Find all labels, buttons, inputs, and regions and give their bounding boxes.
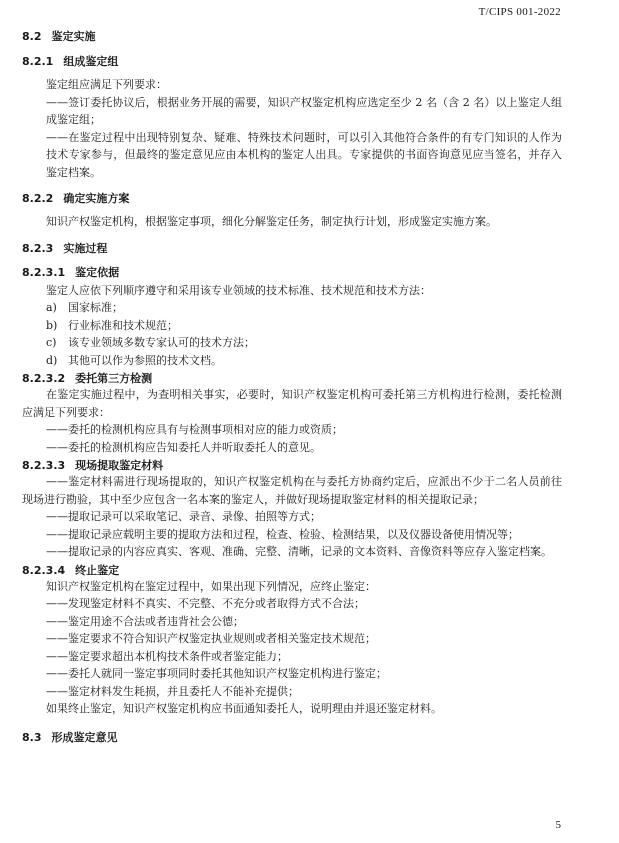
- section-title: 委托第三方检测: [75, 372, 153, 385]
- section-heading-8-2: [22, 29, 562, 44]
- section-number: 8.2.3.4: [22, 563, 66, 577]
- dash-item: ——鉴定材料需进行现场提取的，知识产权鉴定机构在与委托方协商约定后，应派出不少于二名人员前往现场进行勘验，其中至少应包含一名本案的鉴定人，并做好现场提取鉴定材料的相关提取记录；: [22, 475, 562, 506]
- document-id: T/CIPS 001-2022: [478, 6, 561, 18]
- section-title: 鉴定依据: [75, 265, 120, 279]
- dash-item: ——提取记录应载明主要的提取方法和过程，检查、检验、检测结果，以及仪器设备使用情况等；: [46, 527, 519, 541]
- dash-item: ——签订委托协议后，根据业务开展的需要，知识产权鉴定机构应选定至少 2 名（含 2 名）以上鉴定人组成鉴定组；: [46, 95, 562, 126]
- section-number: 8.2: [22, 30, 42, 43]
- paragraph: 鉴定人应依下列顺序遵守和采用该专业领域的技术标准、技术规范和技术方法：: [46, 283, 431, 297]
- section-title: 确定实施方案: [63, 192, 130, 205]
- paragraph: 在鉴定实施过程中，为查明相关事实，必要时，知识产权鉴定机构可委托第三方机构进行检测，委托检测应满足下列要求：: [22, 388, 562, 419]
- list-label: d): [46, 353, 58, 367]
- list-item: [22, 334, 562, 352]
- section-number: 8.2.3: [22, 241, 54, 255]
- section-title: 实施过程: [63, 241, 108, 255]
- list-item: [22, 352, 562, 370]
- dash-item: ——鉴定用途不合法或者违背社会公德；: [46, 614, 244, 628]
- list-text: 国家标准；: [68, 301, 123, 314]
- paragraph: 知识产权鉴定机构在鉴定过程中，如果出现下列情况，应终止鉴定：: [46, 579, 376, 593]
- dash-item: ——委托人就同一鉴定事项同时委托其他知识产权鉴定机构进行鉴定；: [46, 667, 387, 680]
- dash-item: ——鉴定要求超出本机构技术条件或者鉴定能力；: [46, 649, 288, 663]
- paragraph: 知识产权鉴定机构，根据鉴定事项，细化分解鉴定任务，制定执行计划，形成鉴定实施方案。: [46, 215, 497, 228]
- section-title: 终止鉴定: [75, 563, 120, 577]
- dash-item: ——在鉴定过程中出现特别复杂、疑难、特殊技术问题时，可以引入其他符合条件的有专门知识的人作为技术专家参与，但最终的鉴定意见应由本机构的鉴定人出具。专家提供的书面咨询意见应当签名，并存入鉴定档案。: [46, 130, 562, 179]
- list-label: b): [46, 318, 58, 332]
- section-number: 8.3: [22, 730, 42, 744]
- section-title: 现场提取鉴定材料: [75, 459, 164, 472]
- dash-item: ——提取记录的内容应真实、客观、准确、完整、清晰，记录的文本资料、音像资料等应存入鉴定档案。: [46, 545, 552, 558]
- section-heading-8-2-1: [22, 54, 562, 69]
- section-title: 组成鉴定组: [63, 55, 119, 68]
- section-number: 8.2.1: [22, 55, 54, 68]
- list-item: [22, 317, 562, 335]
- dash-item: ——鉴定要求不符合知识产权鉴定执业规则或者相关鉴定技术规范；: [46, 632, 376, 645]
- page-content: [22, 29, 562, 745]
- dash-item: ——委托的检测机构应告知委托人并听取委托人的意见。: [46, 440, 321, 454]
- list-text: 行业标准和技术规范；: [68, 318, 178, 332]
- list-label: c): [46, 336, 57, 349]
- dash-item: ——委托的检测机构应具有与检测事项相对应的能力或资质；: [46, 423, 343, 436]
- section-number: 8.2.3.2: [22, 372, 66, 385]
- dash-item: ——发现鉴定材料不真实、不完整、不充分或者取得方式不合法；: [46, 597, 365, 610]
- list-label: a): [46, 301, 57, 314]
- dash-item: ——提取记录可以采取笔记、录音、录像、拍照等方式；: [46, 510, 321, 523]
- section-heading-8-2-3-4: [22, 563, 562, 578]
- section-heading-8-2-3-3: [22, 458, 562, 473]
- list-item: [22, 299, 562, 317]
- section-title: 鉴定实施: [51, 30, 96, 43]
- section-heading-8-2-3-2: [22, 371, 562, 386]
- section-heading-8-2-3: [22, 241, 562, 256]
- section-number: 8.2.3.3: [22, 459, 66, 472]
- paragraph: 如果终止鉴定，知识产权鉴定机构应书面通知委托人，说明理由并退还鉴定材料。: [46, 702, 442, 715]
- list-text: 该专业领域多数专家认可的技术方法；: [68, 336, 255, 349]
- list-text: 其他可以作为参照的技术文档。: [68, 353, 222, 367]
- page-number: 5: [555, 819, 561, 831]
- paragraph: 鉴定组应满足下列要求：: [46, 78, 167, 91]
- section-heading-8-2-2: [22, 191, 562, 206]
- section-number: 8.2.3.1: [22, 265, 66, 279]
- dash-item: ——鉴定材料发生耗损，并且委托人不能补充提供；: [46, 684, 299, 698]
- section-title: 形成鉴定意见: [51, 730, 118, 744]
- section-number: 8.2.2: [22, 192, 54, 205]
- section-heading-8-2-3-1: [22, 265, 562, 280]
- section-heading-8-3: [22, 730, 562, 745]
